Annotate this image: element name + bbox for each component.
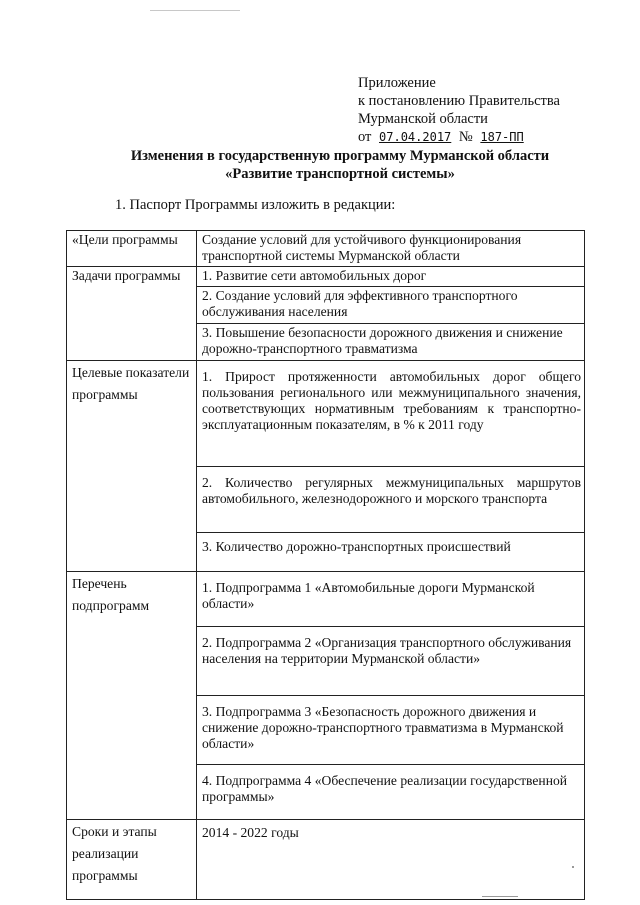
terms-text: 2014 - 2022 годы <box>197 820 585 900</box>
indicator-item: 3. Количество дорожно-транспортных происшествий <box>197 533 585 572</box>
task-item: 3. Повышение безопасности дорожного движения и снижение дорожно-транспортного травматизма <box>197 324 585 361</box>
title-line-2: «Развитие транспортной системы» <box>225 166 455 182</box>
table-row <box>67 267 585 287</box>
document-title <box>60 147 620 183</box>
subprogram-item: 1. Подпрограмма 1 «Автомобильные дороги Мурманской области» <box>197 572 585 627</box>
subprogram-item: 4. Подпрограмма 4 «Обеспечение реализации государственной программы» <box>197 765 585 820</box>
bottom-scan-mark <box>482 896 518 897</box>
scan-dot <box>572 866 574 868</box>
program-passport-table <box>66 230 585 900</box>
goals-label: «Цели программы <box>67 231 197 267</box>
title-line-1: Изменения в государственную программу Мурманской области <box>130 148 550 164</box>
resolution-number: 187-ПП <box>480 130 524 144</box>
table-row <box>67 820 585 900</box>
subprogram-item: 2. Подпрограмма 2 «Организация транспортного обслуживания населения на территории Мурманской области» <box>197 627 585 696</box>
task-item: 1. Развитие сети автомобильных дорог <box>197 267 585 287</box>
indicator-item: 1. Прирост протяженности автомобильных дорог общего пользования регионального или межмуниципального значения, соответствующих нормативным требованиям к транспортно-эксплуатационным показателям, в % к 2011 году <box>197 361 585 467</box>
table-row <box>67 572 585 627</box>
appendix-date-line <box>358 128 560 146</box>
terms-label: Сроки и этапы реализации программы <box>67 820 197 900</box>
top-scan-mark <box>150 10 240 11</box>
section-1-heading: 1. Паспорт Программы изложить в редакции: <box>115 197 396 213</box>
indicator-item: 2. Количество регулярных межмуниципальных маршрутов автомобильного, железнодорожного и морского транспорта <box>197 467 585 533</box>
appendix-line-1: Приложение <box>358 75 436 91</box>
date-prefix: от <box>358 129 372 145</box>
task-item: 2. Создание условий для эффективного транспортного обслуживания населения <box>197 287 585 324</box>
appendix-line-3: Мурманской области <box>358 111 488 127</box>
appendix-block <box>358 74 560 146</box>
subprogram-item: 3. Подпрограмма 3 «Безопасность дорожного движения и снижение дорожно-транспортного травматизма в Мурманской области» <box>197 696 585 765</box>
resolution-date: 07.04.2017 <box>379 130 452 144</box>
subprograms-label: Перечень подпрограмм <box>67 572 197 820</box>
appendix-line-2: к постановлению Правительства <box>358 93 560 109</box>
table-row <box>67 361 585 467</box>
table-row <box>67 231 585 267</box>
number-sign: № <box>458 129 473 145</box>
indicators-label: Целевые показатели программы <box>67 361 197 572</box>
goals-text: Создание условий для устойчивого функционирования транспортной системы Мурманской области <box>197 231 585 267</box>
tasks-label: Задачи программы <box>67 267 197 361</box>
